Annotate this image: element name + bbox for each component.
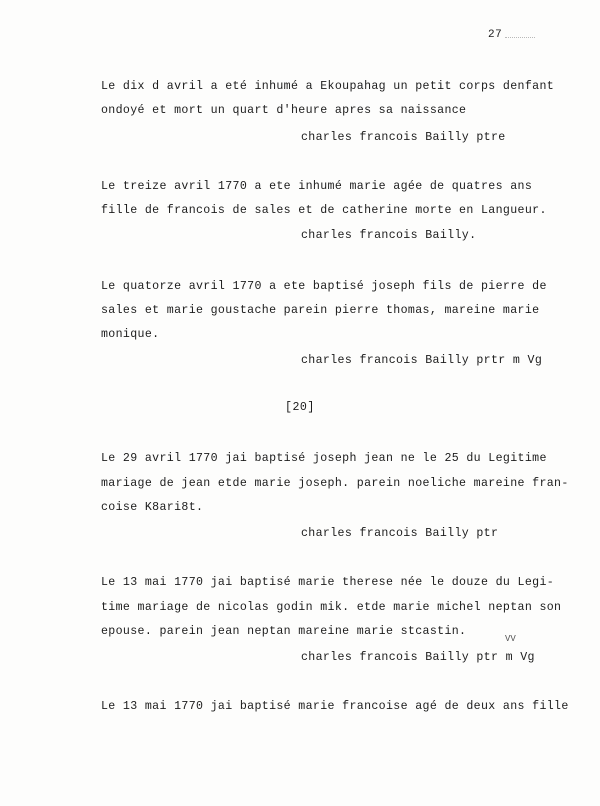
entry-2-line-1: Le treize avril 1770 a ete inhumé marie agée de quatres ans	[101, 180, 533, 193]
entry-1-line-1: Le dix d avril a eté inhumé a Ekoupahag un petit corps denfant	[101, 80, 555, 93]
entry-3-line-3: monique.	[101, 328, 160, 341]
entry-1-signature: charles francois Bailly ptre	[301, 131, 506, 144]
entry-3-signature: charles francois Bailly prtr m Vg	[301, 354, 543, 367]
page-number: 27	[488, 29, 503, 41]
entry-4-line-1: Le 29 avril 1770 jai baptisé joseph jean ne le 25 du Legitime	[101, 452, 547, 465]
entry-4-signature: charles francois Bailly ptr	[301, 527, 499, 540]
entry-4-line-3: coise K8ari8t.	[101, 501, 204, 514]
entry-2-line-2: fille de francois de sales et de catherine morte en Langueur.	[101, 204, 547, 217]
entry-5-line-2: time mariage de nicolas godin mik. etde marie michel neptan son	[101, 601, 562, 614]
entry-3-line-1: Le quatorze avril 1770 a ete baptisé joseph fils de pierre de	[101, 280, 547, 293]
entry-6-line-1: Le 13 mai 1770 jai baptisé marie francoise agé de deux ans fille	[101, 700, 569, 713]
section-marker: [20]	[285, 401, 315, 414]
entry-5-signature: charles francois Bailly ptr m Vg	[301, 651, 535, 664]
entry-5-line-3: epouse. parein jean neptan mareine marie stcastin.	[101, 625, 467, 638]
entry-3-line-2: sales et marie goustache parein pierre thomas, mareine marie	[101, 304, 540, 317]
entry-5-line-1: Le 13 mai 1770 jai baptisé marie therese née le douze du Legi-	[101, 576, 555, 589]
margin-note: VV	[505, 634, 516, 644]
page-number-smudge	[505, 37, 535, 42]
entry-4-line-2: mariage de jean etde marie joseph. parein noeliche mareine fran-	[101, 477, 569, 490]
entry-2-signature: charles francois Bailly.	[301, 229, 477, 242]
entry-1-line-2: ondoyé et mort un quart d'heure apres sa naissance	[101, 104, 467, 117]
